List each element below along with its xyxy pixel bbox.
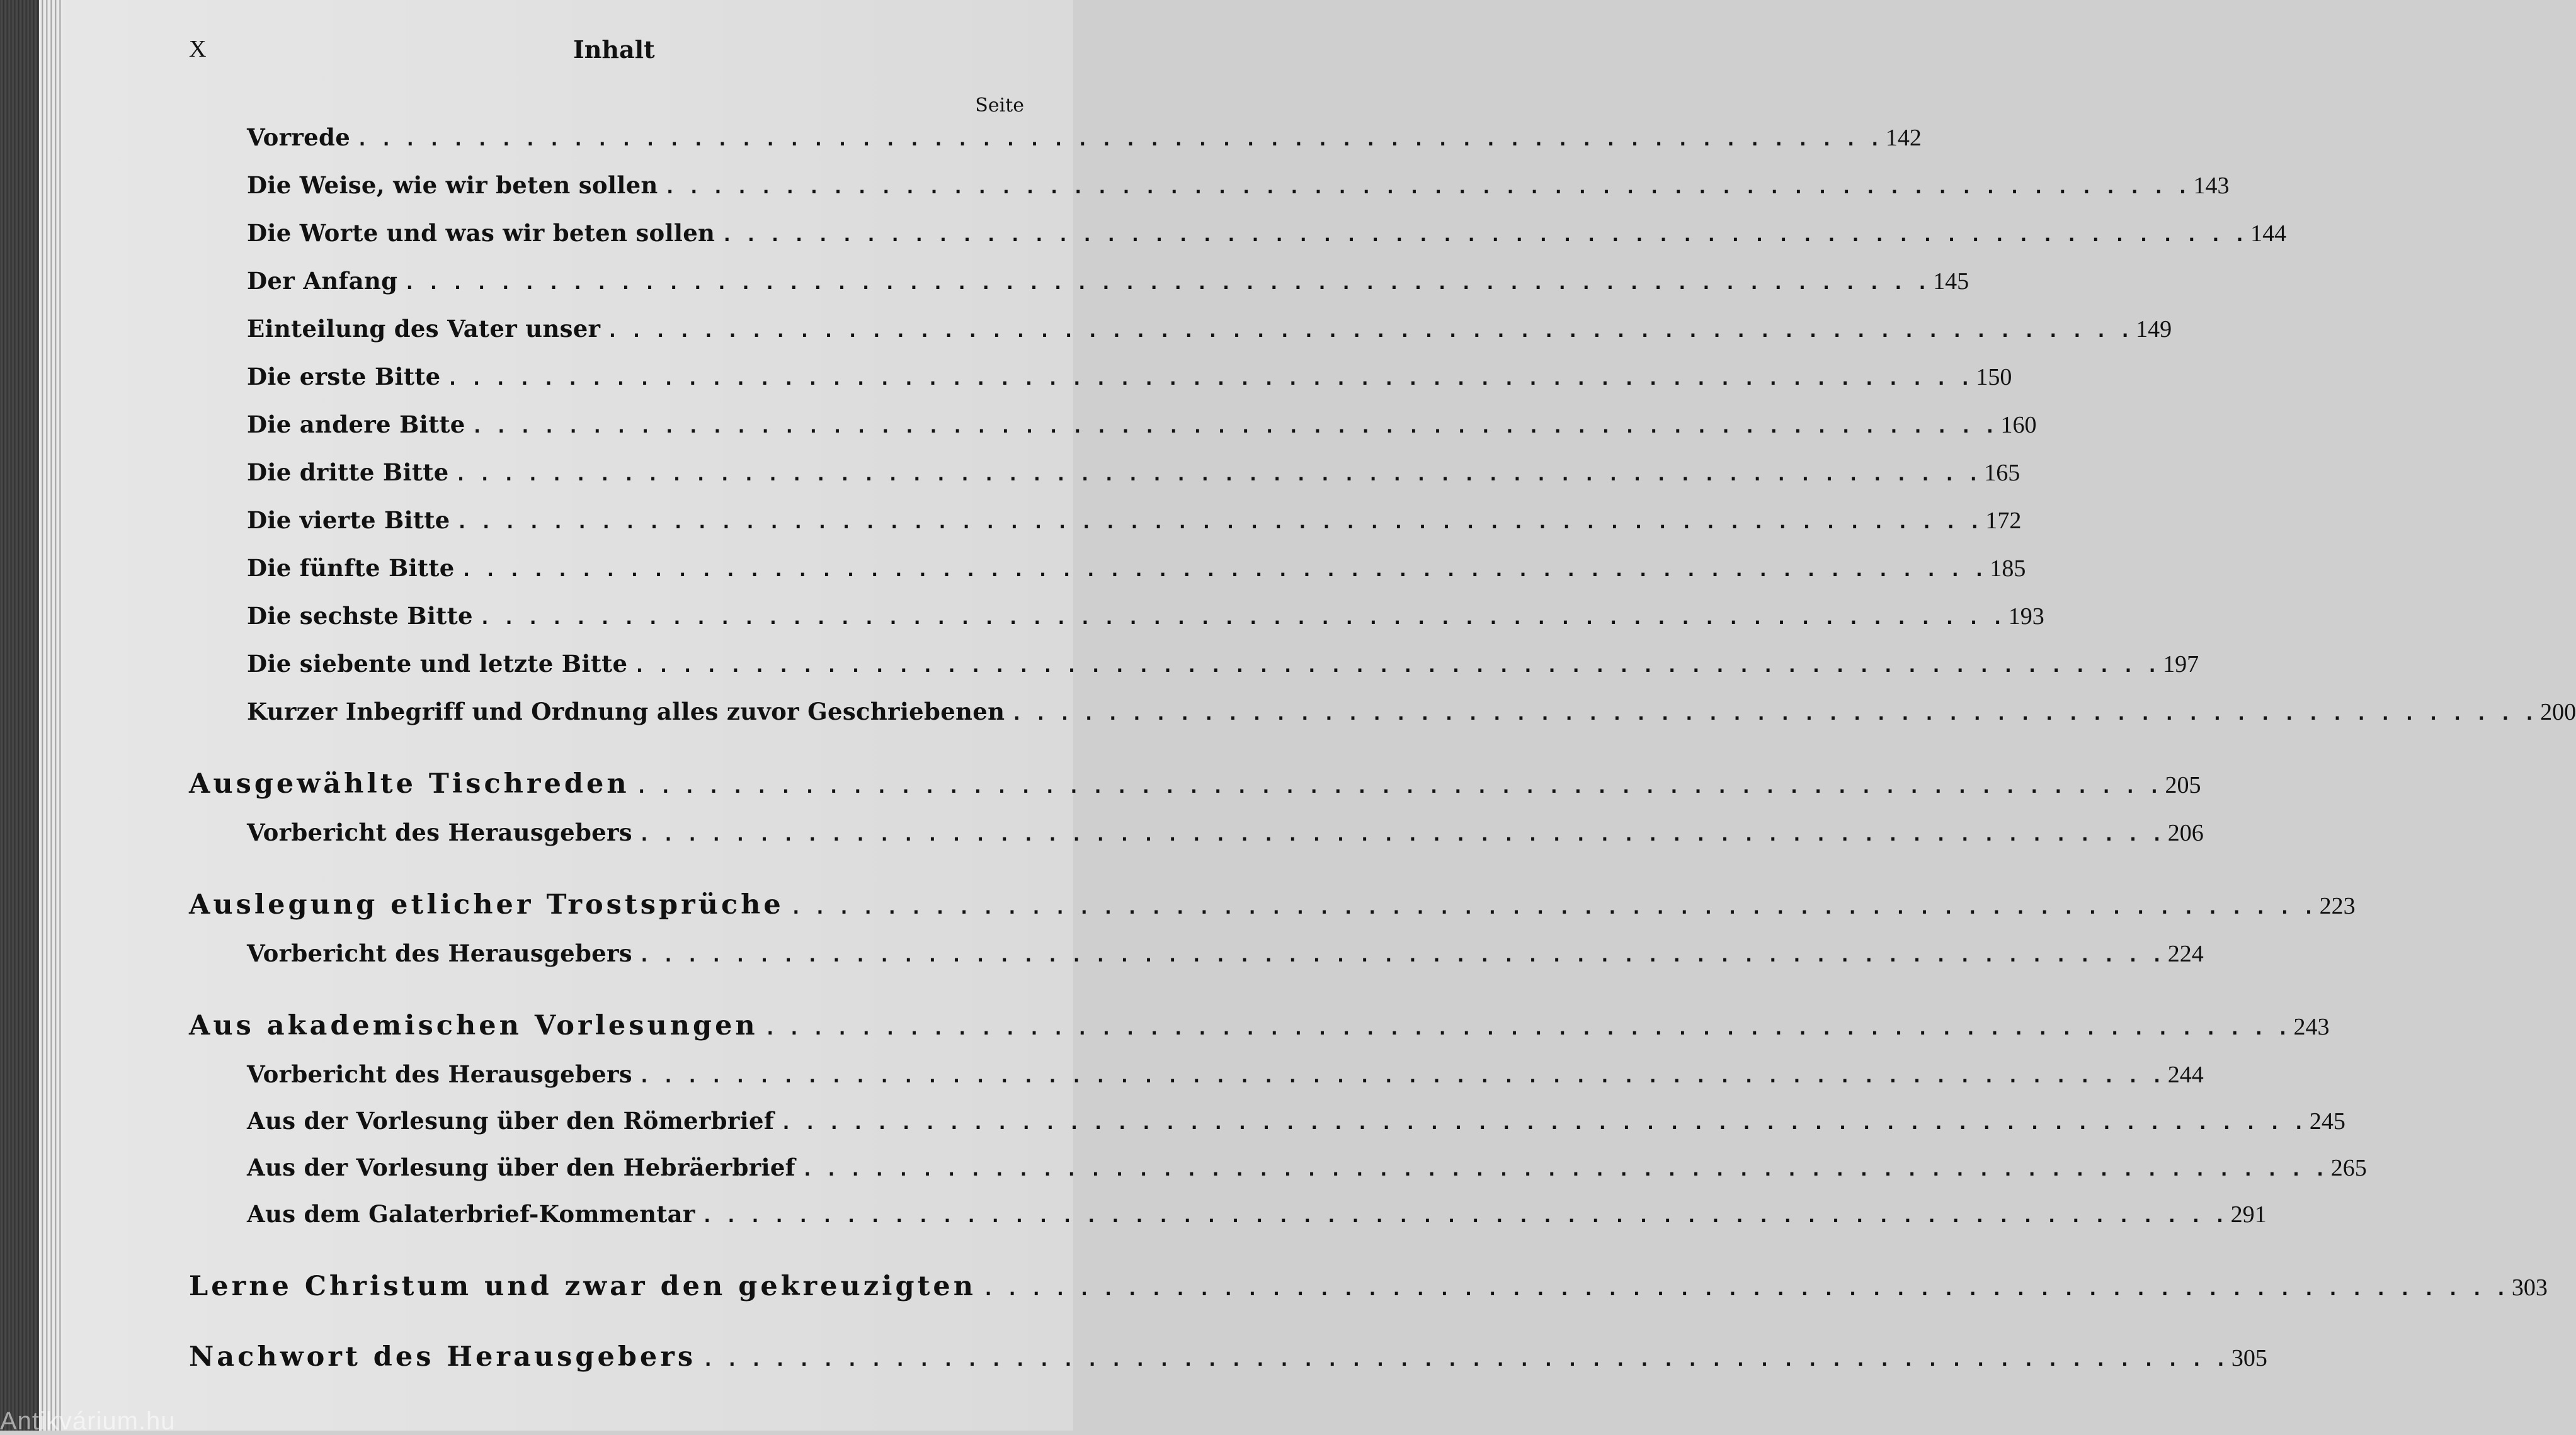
toc-entry-title: Die vierte Bitte: [247, 506, 450, 534]
toc-entry: [247, 602, 2044, 637]
toc-entry: [247, 1200, 2267, 1235]
dot-leader: [472, 416, 1996, 438]
toc-section: [189, 889, 2356, 924]
toc-section-page: 243: [2293, 1014, 2330, 1040]
toc-entry-title: Einteilung des Vater unser: [247, 315, 601, 343]
toc-section-page: 223: [2319, 893, 2356, 919]
toc-entry-title: Vorbericht des Herausgebers: [247, 819, 632, 846]
toc-entry: [247, 411, 2037, 446]
toc-entry: [247, 1107, 2345, 1142]
toc-section-title: Auslegung etlicher Trostsprüche: [189, 889, 784, 921]
dot-leader: [639, 824, 2163, 846]
toc-entry: [247, 363, 2012, 398]
toc-entry-page: 143: [2193, 173, 2230, 199]
dot-leader: [702, 1205, 2226, 1227]
dot-leader: [639, 1065, 2163, 1087]
book-spine: [0, 0, 39, 1431]
dot-leader: [721, 224, 2245, 246]
dot-leader: [983, 1278, 2507, 1300]
toc-entry: [247, 506, 2022, 542]
toc-section: [189, 1010, 2330, 1045]
dot-leader: [780, 1112, 2305, 1134]
toc-entry: [247, 1060, 2204, 1096]
toc-entry-page: 165: [1984, 460, 2020, 486]
toc-entry-page: 265: [2330, 1155, 2367, 1181]
dot-leader: [790, 897, 2315, 919]
toc-entry-title: Aus der Vorlesung über den Römerbrief: [247, 1107, 775, 1135]
dot-leader: [455, 463, 1979, 485]
toc-entry-title: Vorbericht des Herausgebers: [247, 1060, 632, 1088]
dot-leader: [702, 1349, 2226, 1371]
toc-entry: [247, 267, 1969, 302]
toc-entry-title: Die erste Bitte: [247, 363, 441, 390]
toc-section-title: Ausgewählte Tischreden: [189, 768, 630, 800]
toc-entry-title: Die sechste Bitte: [247, 602, 473, 630]
page-edges: [39, 0, 63, 1431]
toc-entry-title: Die dritte Bitte: [247, 458, 449, 486]
toc-entry: [247, 315, 2172, 350]
toc-section: [189, 1341, 2267, 1376]
toc-entry-title: Die siebente und letzte Bitte: [247, 650, 628, 678]
toc-entry-page: 197: [2163, 651, 2199, 678]
toc-entry-page: 244: [2167, 1062, 2204, 1088]
toc-entry-title: Aus der Vorlesung über den Hebräerbrief: [247, 1154, 795, 1181]
dot-leader: [356, 128, 1881, 150]
toc-section-page: 205: [2165, 772, 2201, 798]
toc-entry: [247, 554, 2026, 589]
toc-section-title: Lerne Christum und zwar den gekreuzigten: [189, 1271, 977, 1302]
toc-entry-title: Vorbericht des Herausgebers: [247, 939, 632, 967]
dot-leader: [802, 1159, 2326, 1181]
toc-entry-title: Aus dem Galaterbrief-Kommentar: [247, 1200, 695, 1228]
toc-entry-title: Die Weise, wie wir beten sollen: [247, 171, 658, 199]
toc-entry-page: 291: [2230, 1201, 2267, 1228]
toc-entry: [247, 171, 2230, 207]
toc-section: [189, 1271, 2548, 1306]
dot-leader: [461, 559, 1985, 581]
toc-entry: [247, 819, 2204, 854]
toc-page: [63, 0, 2576, 1431]
toc-entry-page: 149: [2136, 316, 2172, 343]
dot-leader: [479, 607, 2003, 629]
toc-entry-page: 185: [1990, 555, 2026, 582]
dot-leader: [636, 776, 2160, 798]
toc-entry-page: 245: [2309, 1108, 2345, 1135]
toc-entry-title: Vorrede: [247, 123, 351, 151]
dot-leader: [447, 368, 1971, 390]
toc-entry-title: Der Anfang: [247, 267, 398, 295]
toc-entry: [247, 1154, 2367, 1189]
dot-leader: [664, 176, 2189, 198]
dot-leader: [765, 1018, 2289, 1040]
toc-section-page: 303: [2511, 1274, 2548, 1301]
toc-section-title: Nachwort des Herausgebers: [189, 1341, 697, 1373]
page-column-label: Seite: [975, 94, 1024, 116]
toc-entry-page: 160: [2000, 412, 2037, 438]
toc-entry-title: Die Worte und was wir beten sollen: [247, 219, 715, 247]
toc-section-page: 305: [2231, 1345, 2267, 1371]
toc-entry-page: 193: [2008, 603, 2044, 630]
toc-entry-page: 145: [1933, 268, 1969, 295]
toc-entry-title: Die andere Bitte: [247, 411, 465, 438]
dot-leader: [1011, 703, 2535, 725]
dot-leader: [639, 944, 2163, 967]
toc-section: [189, 768, 2201, 803]
toc-entry-page: 224: [2167, 941, 2204, 967]
toc-entry-page: 206: [2167, 820, 2204, 846]
toc-entry-title: Die fünfte Bitte: [247, 554, 455, 582]
dot-leader: [404, 272, 1928, 294]
toc-entry-page: 200: [2540, 699, 2576, 725]
toc-entry-page: 172: [1985, 508, 2022, 534]
toc-entry-title: Kurzer Inbegriff und Ordnung alles zuvor Geschriebenen: [247, 698, 1005, 725]
toc-section-title: Aus akademischen Vorlesungen: [189, 1010, 758, 1041]
toc-entry-page: 150: [1976, 364, 2012, 390]
dot-leader: [634, 655, 2158, 677]
toc-entry-page: 144: [2250, 220, 2287, 247]
toc-entry: [247, 123, 1922, 159]
page-number: X: [189, 36, 207, 62]
toc-entry: [247, 458, 2020, 494]
running-head: Inhalt: [573, 35, 655, 64]
toc-entry-page: 142: [1885, 125, 1922, 151]
watermark: Antikvárium.hu: [0, 1407, 176, 1435]
toc-entry: [247, 698, 2576, 733]
toc-entry: [247, 219, 2287, 254]
toc-entry: [247, 939, 2204, 975]
dot-leader: [457, 511, 1981, 533]
dot-leader: [607, 320, 2131, 342]
toc-entry: [247, 650, 2199, 685]
